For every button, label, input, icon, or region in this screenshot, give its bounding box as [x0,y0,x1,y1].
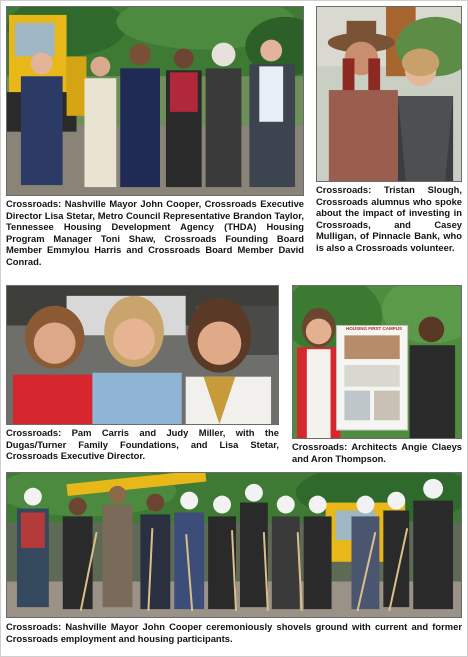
photo-group-mayor-excavator [6,6,304,196]
caption-photo-2: Crossroads: Tristan Slough, Crossroads alumnus who spoke about the impact of investing in Crossroads, and Casey Mulligan, of Pinnacle Bank, who is also a Crossroads volunteer. [316,184,462,253]
photo-architects-poster [292,285,462,439]
poster-title: HOUSING FIRST CAMPUS [345,326,402,331]
photo-groundbreaking-shovels [6,472,462,618]
photo-3-image [7,286,278,424]
photo-foundation-representatives [6,285,279,425]
photo-2-image [317,7,461,181]
caption-photo-4: Crossroads: Architects Angie Claeys and Aron Thompson. [292,441,462,464]
photo-alumnus-volunteer [316,6,462,182]
caption-photo-5: Crossroads: Nashville Mayor John Cooper ceremoniously shovels ground with current and former Crossroads employment and housing participants. [6,621,462,644]
photo-5-image [7,473,461,617]
photo-1-image [7,7,303,195]
photo-4-image [293,286,461,438]
caption-photo-3: Crossroads: Pam Carris and Judy Miller, with the Dugas/Turner Family Foundations, and Lisa Stetar, Crossroads Executive Director. [6,427,279,462]
caption-photo-1: Crossroads: Nashville Mayor John Cooper, Crossroads Executive Director Lisa Stetar, Metro Council Representative Brandon Taylor, Tennessee Housing Development Agency (THDA) Housing Program Manager Toni Shaw, Crossroads Founding Board Member Emmylou Harris and Crossroads Board Member David Conrad. [6,198,304,267]
